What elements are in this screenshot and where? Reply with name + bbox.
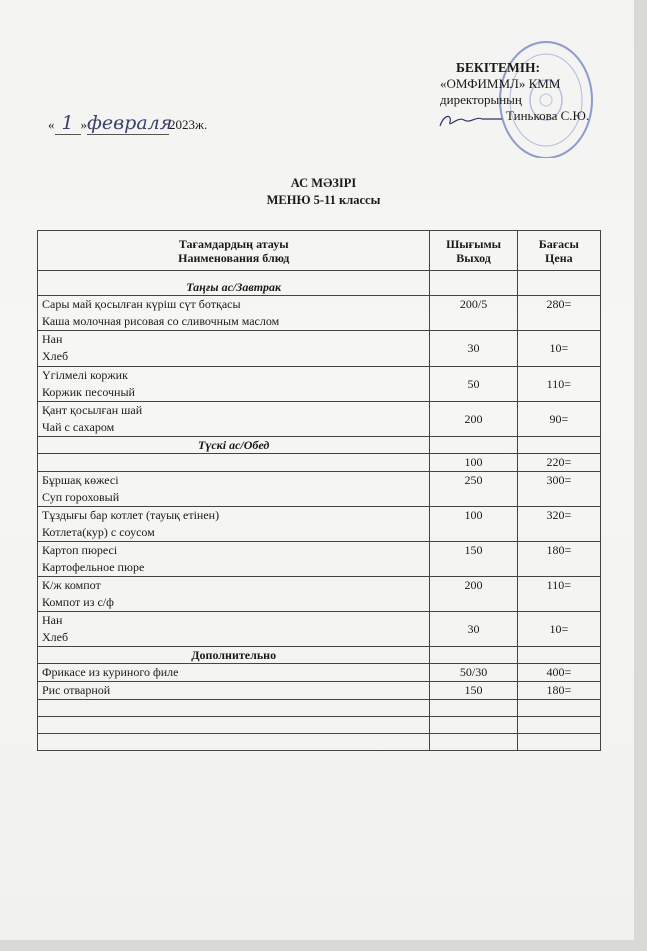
- dish-yield: 30: [430, 331, 517, 367]
- header-yield-ru: Выход: [456, 250, 491, 265]
- dish-name-ru: Суп гороховый: [42, 490, 120, 504]
- dish-price: 180=: [517, 682, 600, 700]
- section-title: Таңғы ас/Завтрак: [38, 271, 430, 296]
- date-line: [48, 112, 207, 135]
- approval-org: «ОМФИММЛ» КММ: [440, 76, 561, 91]
- header-price-kz: Бағасы: [538, 236, 579, 251]
- heading-kz: АС МӘЗІРІ: [290, 176, 357, 190]
- dish-name-kz: Нан: [42, 613, 63, 627]
- date-day: 1: [55, 112, 81, 135]
- dish-name-kz: Бұршақ көжесі: [42, 473, 119, 487]
- dish-price: 320=: [517, 507, 600, 542]
- table-row: [38, 331, 601, 367]
- dish-name: Рис отварной: [38, 682, 430, 700]
- approval-signer: Тинькова С.Ю.: [506, 108, 590, 123]
- dish-price: 10=: [517, 612, 600, 647]
- dish-price: 180=: [517, 542, 600, 577]
- header-name-ru: Наименования блюд: [178, 250, 290, 265]
- table-row: [38, 542, 601, 577]
- dish-yield: 30: [430, 612, 517, 647]
- section-row-lunch: [38, 437, 601, 454]
- dish-name-ru: Картофельное пюре: [42, 560, 145, 574]
- dish-price: 280=: [517, 296, 600, 331]
- dish-yield: 200/5: [430, 296, 517, 331]
- dish-price: 90=: [517, 402, 600, 437]
- date-month: февраля: [87, 112, 173, 134]
- dish-name-kz: Тұздығы бар котлет (тауық етінен): [42, 508, 220, 522]
- empty-row: [38, 700, 601, 717]
- table-row: [38, 682, 601, 700]
- dish-price: 220=: [517, 454, 600, 472]
- table-row: [38, 612, 601, 647]
- header-yield-kz: Шығымы: [446, 236, 501, 251]
- section-title: Дополнительно: [38, 647, 430, 664]
- dish-name-kz: К/ж компот: [42, 578, 101, 592]
- section-title: Түскі ас/Обед: [38, 437, 430, 454]
- header-name: [38, 231, 430, 271]
- dish-price: 400=: [517, 664, 600, 682]
- dish-price: 110=: [517, 367, 600, 402]
- table-row: [38, 577, 601, 612]
- dish-yield: 100: [430, 507, 517, 542]
- dish-name-ru: Компот из с/ф: [42, 595, 114, 609]
- table-row: [38, 472, 601, 507]
- menu-table: [37, 230, 601, 751]
- dish-name-kz: Сары май қосылған күріш сүт ботқасы: [42, 297, 241, 311]
- dish-yield: 250: [430, 472, 517, 507]
- approval-title: БЕКІТЕМІН:: [456, 60, 540, 75]
- heading-ru: МЕНЮ 5-11 классы: [266, 193, 381, 207]
- dish-yield: 200: [430, 402, 517, 437]
- dish-yield: 150: [430, 542, 517, 577]
- dish-name-ru: Хлеб: [42, 630, 69, 644]
- table-row: [38, 296, 601, 331]
- empty-row: [38, 734, 601, 751]
- dish-name-kz: Картоп пюресі: [42, 543, 118, 557]
- section-row-breakfast: [38, 271, 601, 296]
- header-yield: [430, 231, 517, 271]
- table-header: [38, 231, 601, 271]
- dish-yield: 50: [430, 367, 517, 402]
- header-name-kz: Тағамдардың атауы: [178, 236, 289, 251]
- dish-name-ru: Хлеб: [42, 349, 69, 363]
- dish-name-ru: Чай с сахаром: [42, 420, 115, 434]
- dish-price: 300=: [517, 472, 600, 507]
- dish-name: Фрикасе из куриного филе: [38, 664, 430, 682]
- table-row: [38, 454, 601, 472]
- dish-name-kz: Үгілмелі коржик: [42, 368, 128, 382]
- dish-yield: 50/30: [430, 664, 517, 682]
- date-open-quote: «: [48, 117, 55, 132]
- table-row: [38, 507, 601, 542]
- dish-price: 110=: [517, 577, 600, 612]
- dish-name-ru: Коржик песочный: [42, 385, 135, 399]
- date-mid-quote: »: [80, 117, 87, 132]
- dish-name-ru: Каша молочная рисовая со сливочным маслом: [42, 314, 280, 328]
- dish-name-kz: Нан: [42, 332, 63, 346]
- header-price: [517, 231, 600, 271]
- dish-yield: 200: [430, 577, 517, 612]
- empty-row: [38, 717, 601, 734]
- dish-price: 10=: [517, 331, 600, 367]
- date-year: 2023ж.: [169, 117, 208, 132]
- table-row: [38, 367, 601, 402]
- dish-yield: 100: [430, 454, 517, 472]
- signature-icon: [436, 110, 506, 132]
- dish-yield: 150: [430, 682, 517, 700]
- dish-name-kz: Қант қосылған шай: [42, 403, 143, 417]
- header-price-ru: Цена: [545, 250, 573, 265]
- approval-role: директорының: [440, 92, 522, 107]
- table-row: [38, 664, 601, 682]
- section-row-extra: [38, 647, 601, 664]
- table-row: [38, 402, 601, 437]
- dish-name-ru: Котлета(кур) с соусом: [42, 525, 155, 539]
